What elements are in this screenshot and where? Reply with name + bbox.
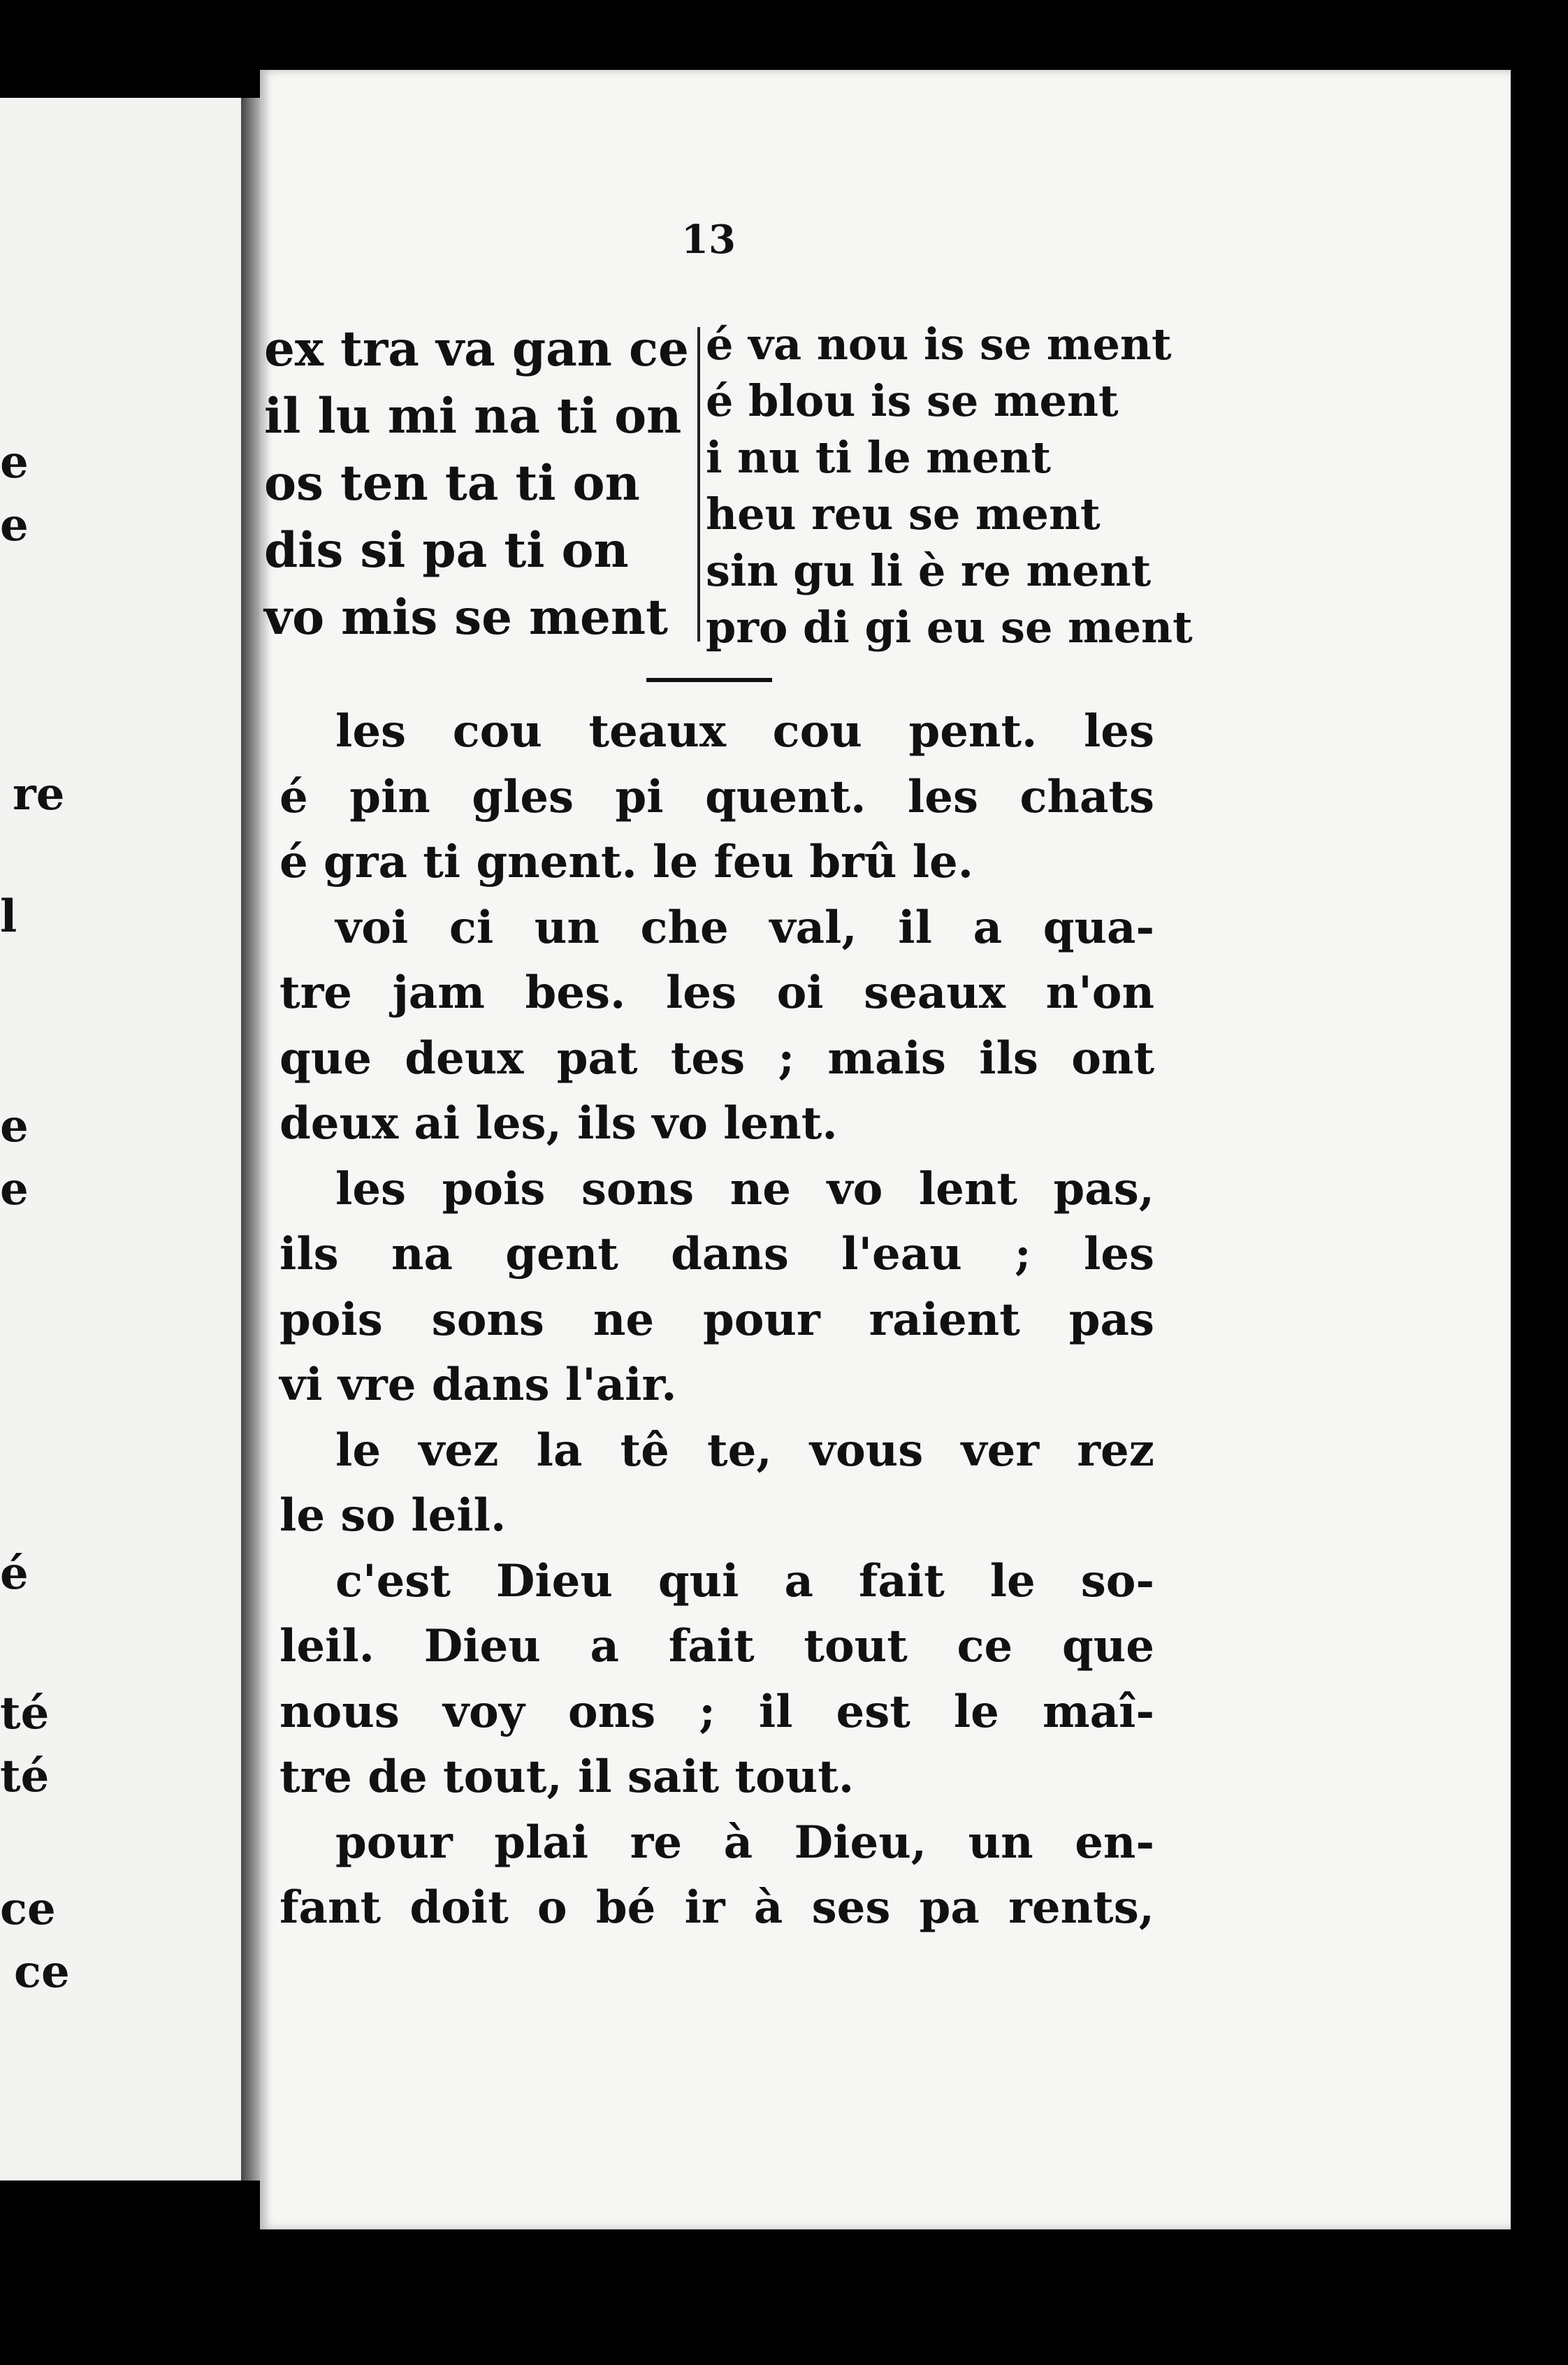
syllable-word: dis si pa ti on — [264, 522, 629, 579]
syllable-word: os ten ta ti on — [264, 455, 640, 512]
left-page-fragment: té — [0, 1687, 50, 1740]
syllable-word: é blou is se ment — [706, 375, 1119, 426]
left-page — [0, 98, 245, 2180]
left-page-fragment: ce — [14, 1946, 70, 1998]
text-line: leil. Dieu a fait tout ce que — [280, 1620, 1154, 1672]
left-page-fragment: e — [0, 1163, 29, 1215]
text-line: nous voy ons ; il est le maî- — [280, 1685, 1154, 1738]
left-page-fragment: re — [13, 768, 65, 820]
text-line: tre jam bes. les oi seaux n'on — [280, 967, 1154, 1019]
text-line: pois sons ne pour raient pas — [280, 1293, 1154, 1346]
text-line: ils na gent dans l'eau ; les — [280, 1228, 1154, 1280]
syllable-word: sin gu li è re ment — [706, 545, 1152, 596]
syllable-column-right — [706, 316, 1193, 656]
reading-text — [280, 699, 1154, 1941]
text-line: pour plai re à Dieu, un en- — [335, 1816, 1154, 1869]
text-line: tre de tout, il sait tout. — [280, 1751, 855, 1803]
book-gutter — [241, 98, 262, 2180]
syllable-word: il lu mi na ti on — [264, 388, 682, 444]
text-line: les pois sons ne vo lent pas, — [335, 1162, 1154, 1215]
text-line: les cou teaux cou pent. les — [335, 705, 1154, 758]
text-line: que deux pat tes ; mais ils ont — [280, 1032, 1154, 1085]
text-line: voi ci un che val, il a qua- — [335, 901, 1154, 954]
syllable-word: pro di gi eu se ment — [706, 602, 1193, 653]
text-line: le so leil. — [280, 1489, 507, 1542]
page-number: 13 — [681, 217, 736, 263]
syllable-word: é va nou is se ment — [706, 319, 1172, 370]
syllable-column-left — [264, 316, 689, 651]
section-rule — [646, 678, 772, 682]
left-page-fragment: ce — [0, 1883, 56, 1935]
syllable-word: i nu ti le ment — [706, 432, 1052, 483]
column-divider — [697, 327, 700, 642]
text-line: deux ai les, ils vo lent. — [280, 1097, 838, 1150]
left-page-fragment: e — [0, 436, 29, 489]
syllable-word: heu reu se ment — [706, 489, 1101, 540]
syllable-word: ex tra va gan ce — [264, 321, 689, 377]
text-line: le vez la tê te, vous ver rez — [335, 1424, 1154, 1477]
left-page-fragment: e — [0, 1100, 29, 1152]
left-page-fragment: té — [0, 1750, 50, 1802]
text-line: c'est Dieu qui a fait le so- — [335, 1554, 1154, 1607]
text-line: é gra ti gnent. le feu brû le. — [280, 836, 973, 888]
left-page-fragment: l — [0, 890, 17, 943]
text-line: vi vre dans l'air. — [280, 1359, 677, 1411]
left-page-fragment: é — [0, 1547, 29, 1600]
syllable-word: vo mis se ment — [264, 589, 668, 646]
text-line: é pin gles pi quent. les chats — [280, 770, 1154, 823]
left-page-fragment: e — [0, 499, 29, 551]
text-line: fant doit o bé ir à ses pa rents, — [280, 1881, 1154, 1934]
